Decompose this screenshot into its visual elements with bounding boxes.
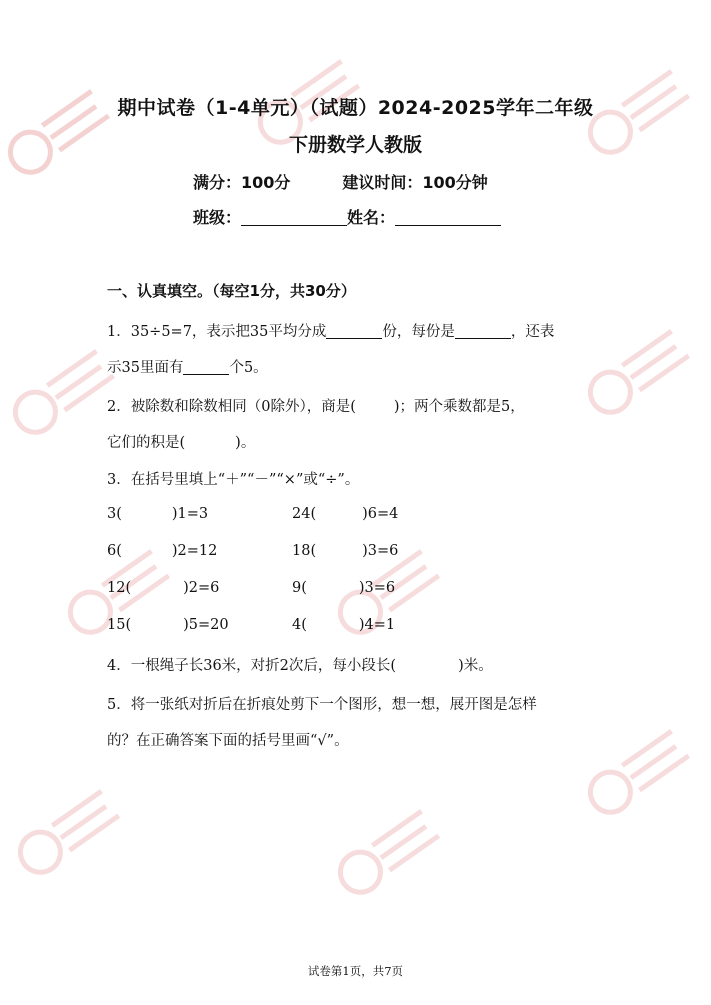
fill-item: 15( )5=20 — [107, 617, 229, 633]
watermark-logo — [560, 300, 710, 450]
answer-blank[interactable] — [455, 324, 511, 339]
time-label: 建议时间：100分钟 — [342, 173, 488, 192]
answer-blank[interactable] — [183, 360, 229, 375]
question-1-line1: 1．35÷5=7，表示把35平均分成 份，每份是 ，还表 — [107, 324, 555, 340]
fill-item: 18( )3=6 — [292, 543, 399, 559]
question-1-line2: 示35里面有 个5。 — [107, 360, 268, 376]
fill-item: 24( )6=4 — [292, 506, 399, 522]
fill-item: 9( )3=6 — [292, 580, 396, 596]
exam-meta — [193, 170, 488, 193]
name-label: 姓名： — [347, 208, 396, 227]
answer-blank[interactable] — [326, 324, 382, 339]
question-2-line2: 它们的积是( )。 — [107, 435, 256, 451]
question-5-line2: 的？在正确答案下面的括号里画“√”。 — [107, 733, 349, 749]
question-3: 3．在括号里填上“＋”“－”“×”或“÷”。 — [107, 472, 360, 488]
question-5-line1: 5．将一张纸对折后在折痕处剪下一个图形，想一想，展开图是怎样 — [107, 697, 537, 713]
question-2-line1: 2．被除数和除数相同（0除外），商是( )；两个乘数都是5， — [107, 399, 525, 415]
watermark-logo — [0, 760, 140, 910]
fill-item: 6( )2=12 — [107, 543, 218, 559]
score-label: 满分：100分 — [193, 173, 291, 192]
student-info — [193, 205, 501, 228]
class-field[interactable] — [241, 209, 347, 226]
fill-item: 3( )1=3 — [107, 506, 209, 522]
class-label: 班级： — [193, 208, 242, 227]
fill-item: 12( )2=6 — [107, 580, 220, 596]
watermark-logo — [310, 780, 460, 930]
name-field[interactable] — [395, 209, 501, 226]
exam-title: 期中试卷（1-4单元）（试题）2024-2025学年二年级 — [117, 97, 594, 119]
section-heading: 一、认真填空。（每空1分，共30分） — [107, 282, 356, 300]
fill-item: 4( )4=1 — [292, 617, 396, 633]
question-4: 4．一根绳子长36米，对折2次后，每小段长( )米。 — [107, 658, 493, 674]
exam-subtitle: 下册数学人教版 — [288, 134, 422, 156]
page-footer: 试卷第1页，共7页 — [307, 964, 404, 978]
watermark-logo — [560, 700, 710, 850]
